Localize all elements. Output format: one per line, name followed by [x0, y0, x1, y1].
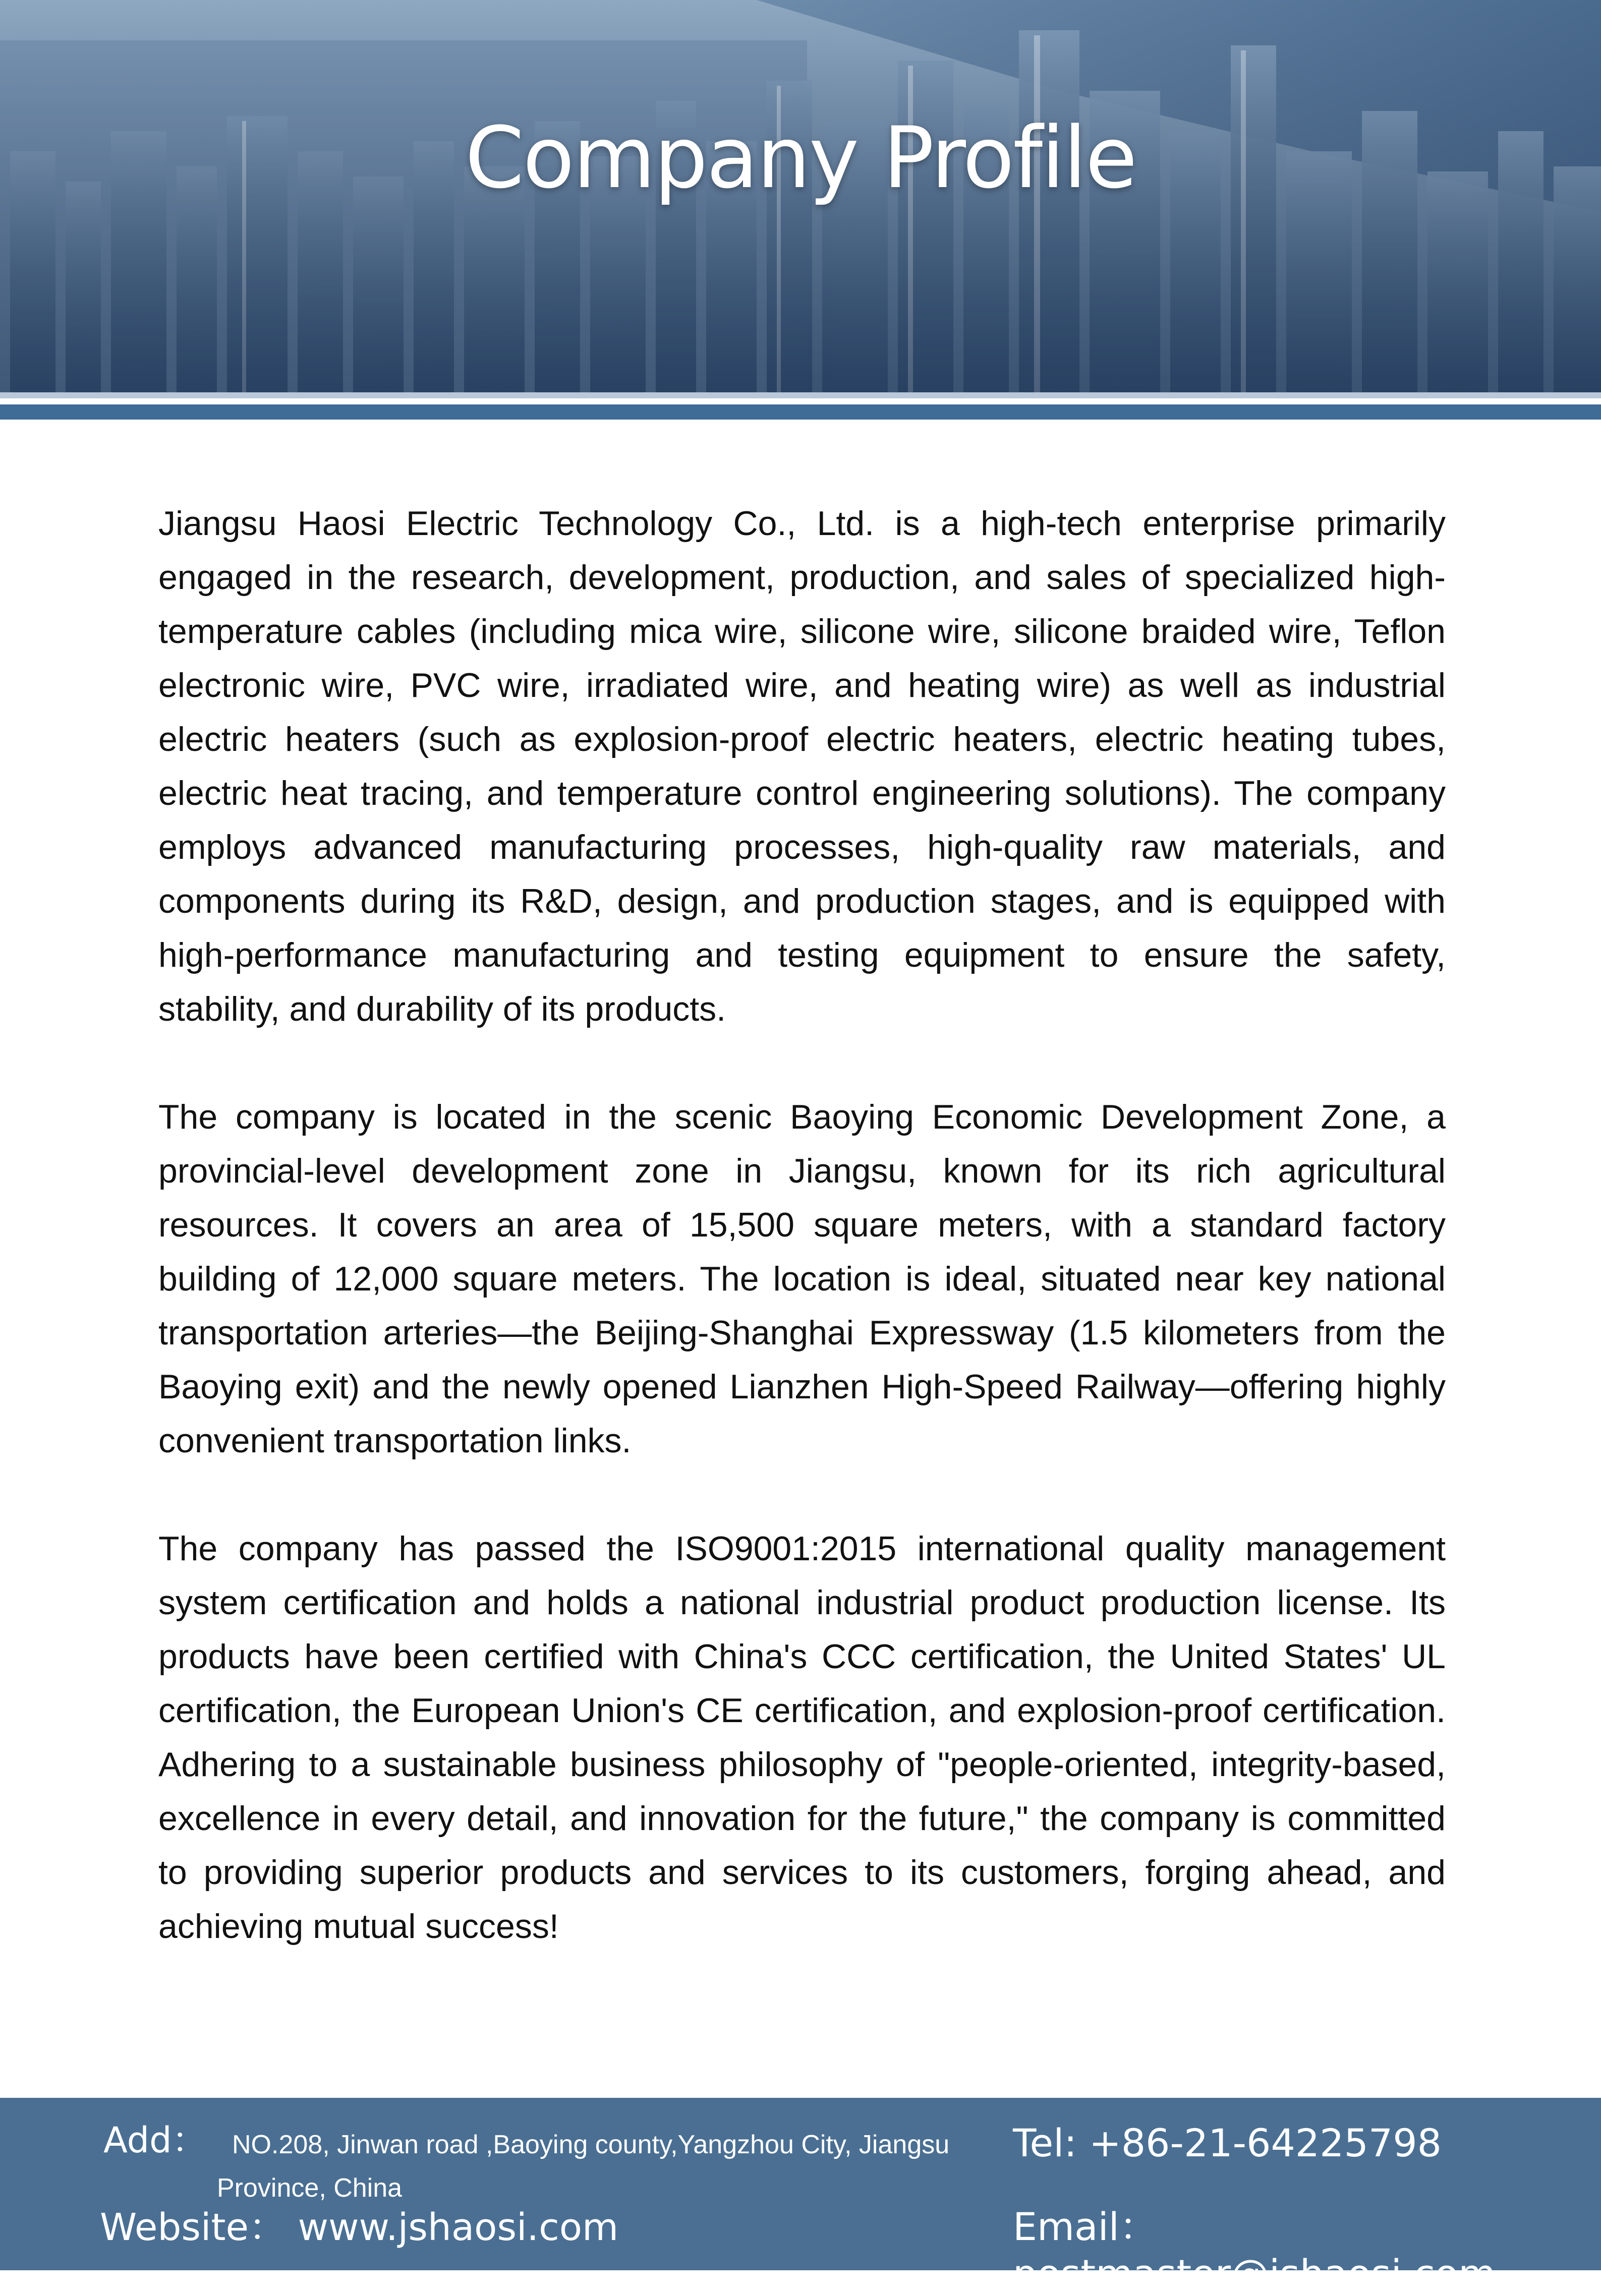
header-divider-dark: [0, 404, 1601, 420]
profile-paragraph: The company has passed the ISO9001:2015 international quality management system certification and holds a national industrial product production license. Its products have been certified with China's CCC certification, the United States' UL certification, the European Union's CE certification, and explosion-proof certification. Adhering to a sustainable business philosophy of "people-oriented, integrity-based, excellence in every detail, and innovation for the future," the company is committed to providing superior products and services to its customers, forging ahead, and achieving mutual success!: [158, 1529, 1446, 1946]
website-link[interactable]: Website： www.jshaosi.com: [100, 2206, 619, 2249]
email-link[interactable]: Email：postmaster@jshaosi.com: [1013, 2204, 1496, 2296]
header-banner: [0, 0, 1601, 398]
profile-paragraph: Jiangsu Haosi Electric Technology Co., Ltd. is a high-tech enterprise primarily engaged in the research, development, production, and sales of specialized high-temperature cables (including mica wire, silicone wire, silicone braided wire, Teflon electronic wire, PVC wire, irradiated wire, and heating wire) as well as industrial electric heaters (such as explosion-proof electric heaters, electric heating tubes, electric heat tracing, and temperature control engineering solutions). The company employs advanced manufacturing processes, high-quality raw materials, and components during its R&D, design, and production stages, and is equipped with high-performance manufacturing and testing equipment to ensure the safety, stability, and durability of its products.: [158, 504, 1446, 1028]
page-title: Company Profile: [465, 108, 1136, 207]
header-divider-light: [0, 392, 1601, 398]
profile-paragraph: The company is located in the scenic Baoying Economic Development Zone, a provincial-level development zone in Jiangsu, known for its rich agricultural resources. It covers an area of 15,500 square meters, with a standard factory building of 12,000 square meters. The location is ideal, situated near key national transportation arteries—the Beijing-Shanghai Expressway (1.5 kilometers from the Baoying exit) and the newly opened Lianzhen High-Speed Railway—offering highly convenient transportation links.: [158, 1098, 1446, 1460]
address-value: NO.208, Jinwan road ,Baoying county,Yangzhou City, Jiangsu Province, China: [217, 2130, 950, 2203]
phone-number: Tel: +86-21-64225798: [1013, 2121, 1442, 2165]
contact-footer: [0, 2098, 1601, 2296]
profile-body: [158, 497, 1446, 1954]
address-label: Add：: [103, 2120, 207, 2161]
